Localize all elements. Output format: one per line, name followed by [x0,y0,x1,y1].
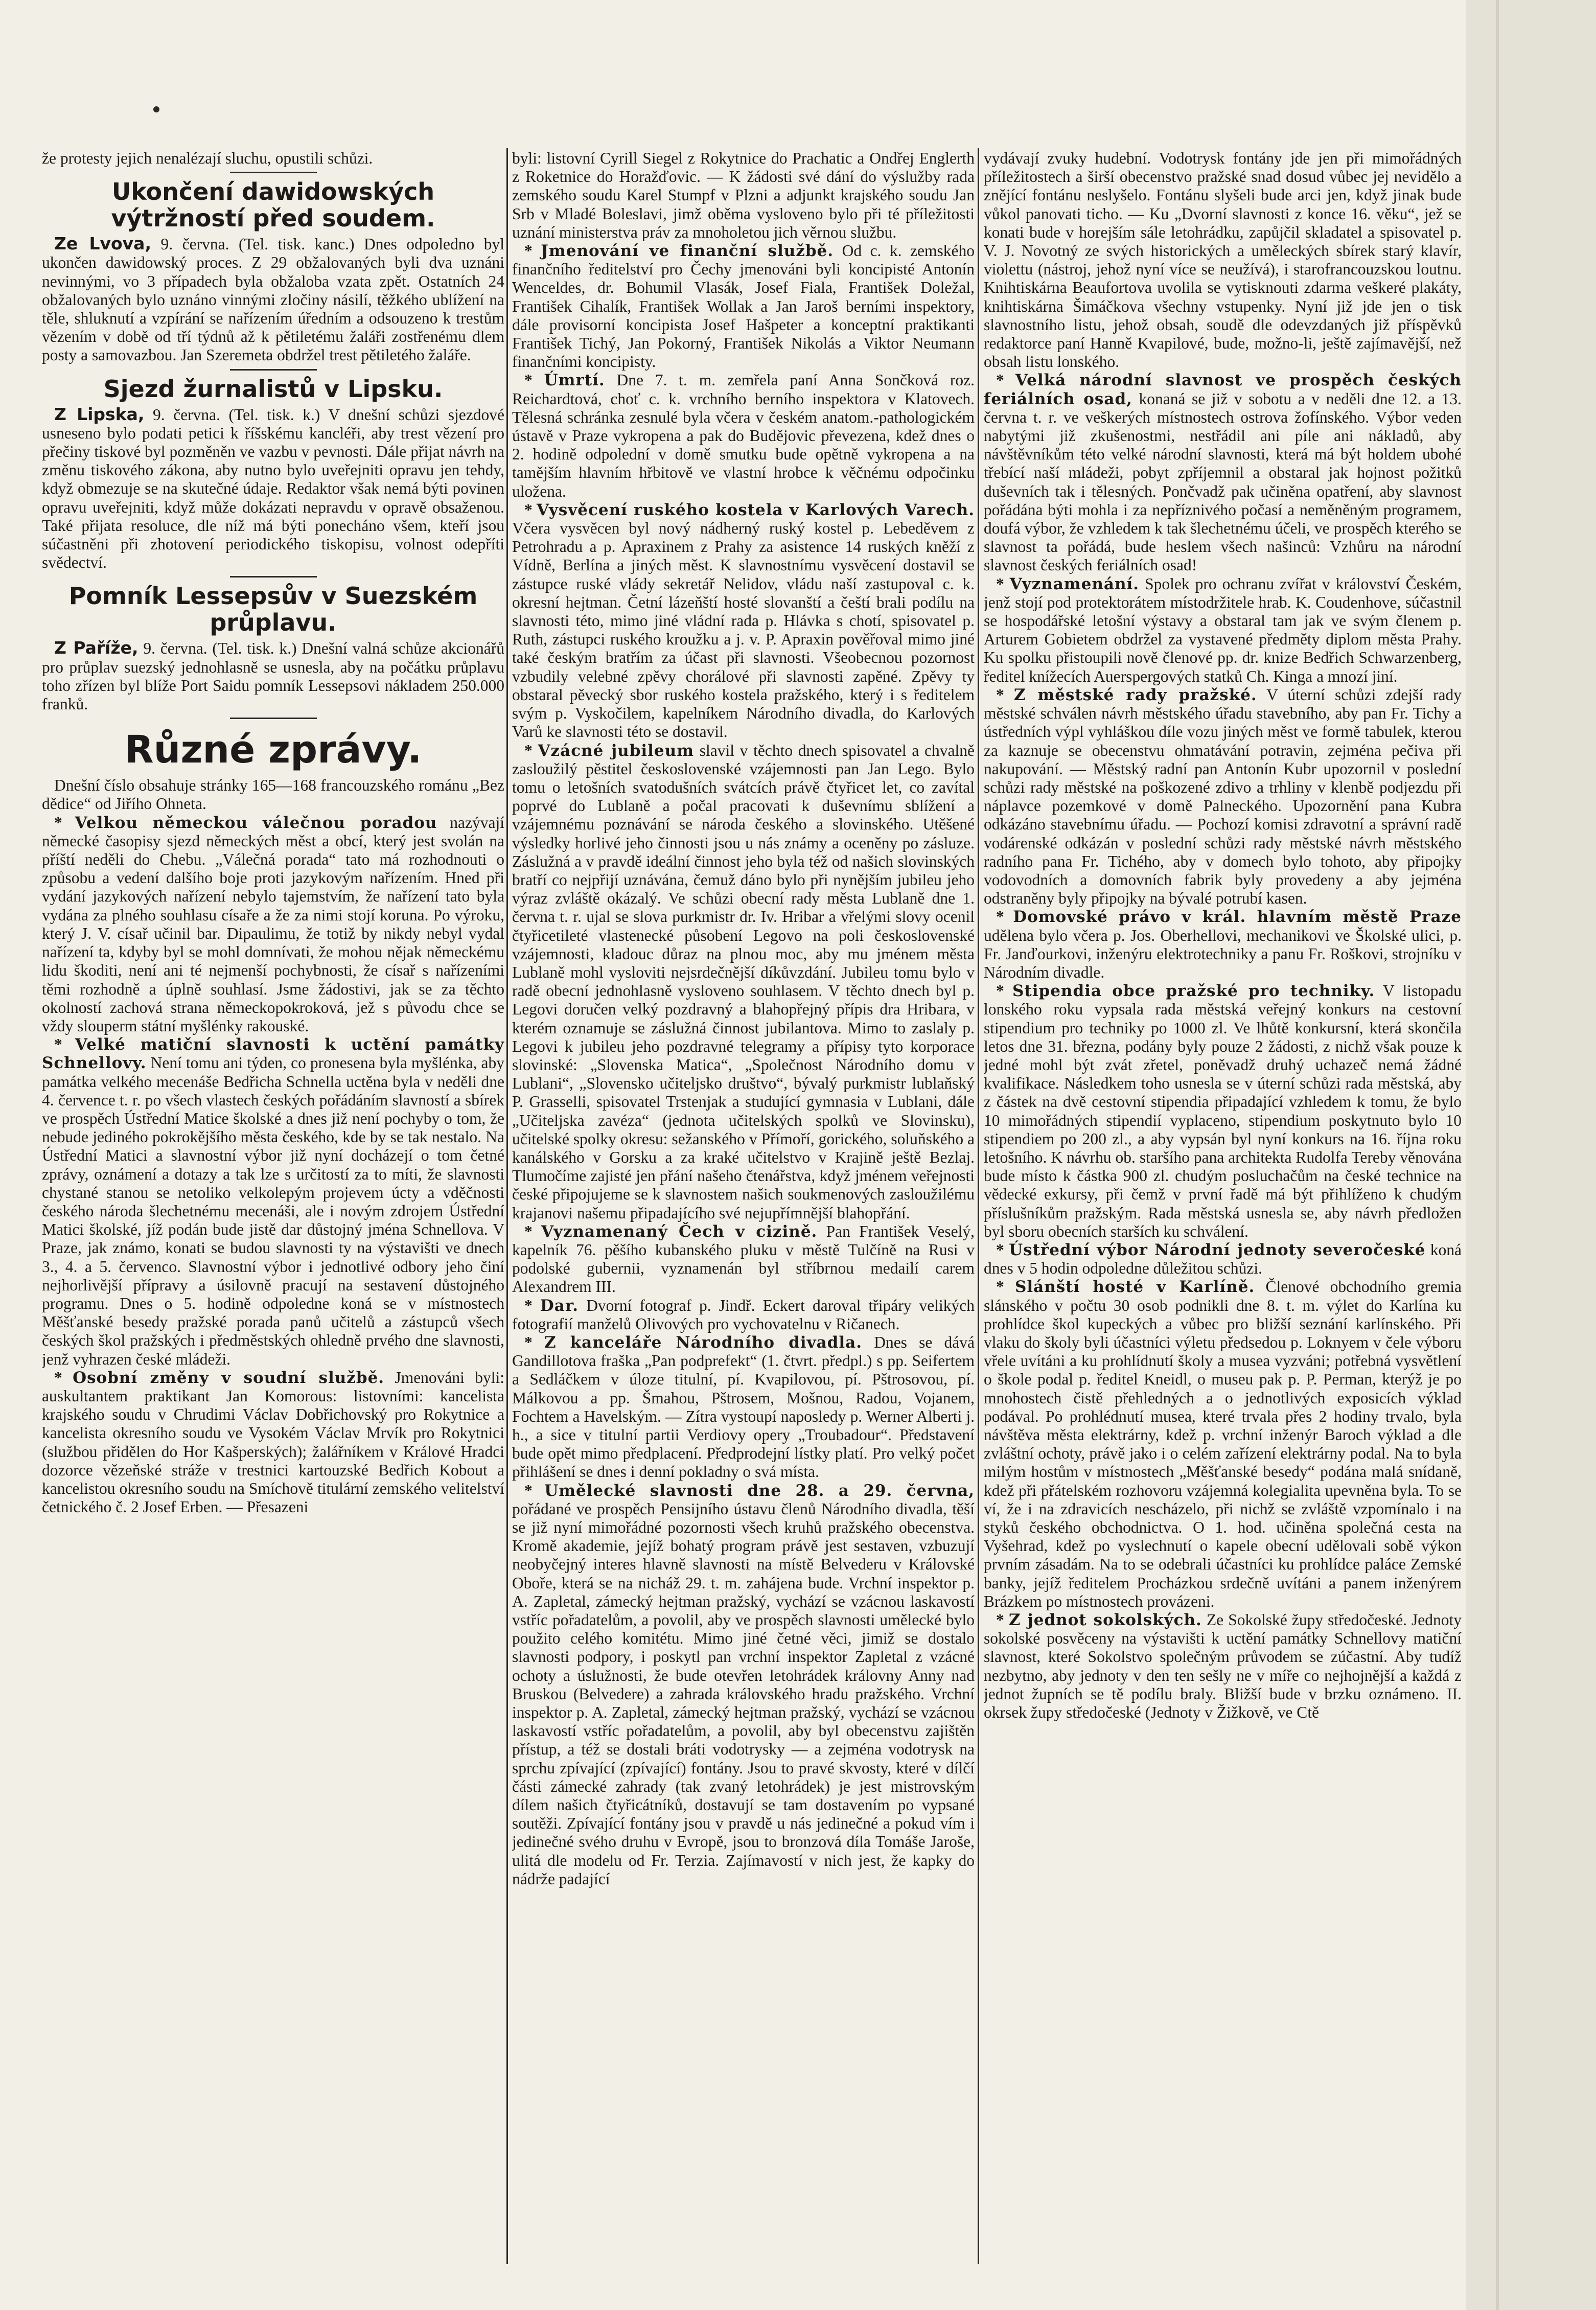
paragraph: že protesty jejich nenalézají sluchu, opustili schůzi. [42,149,373,167]
article-body: slavil v těchto dnech spisovatel a chvalně zasloužilý pěstitel československé vzájemnosti pan Jan Lego. Bylo tomu o letošních svatodušních svátcích právě čtyřicet let, co zavítal poprvé do Lublaně a počal pracovati k duševnímu sblížení a vzájemnému poznávání se národa českého a slovinského. Utěšené výsledky horlivé jeho činnosti jsou u nás známy a oceněny po zásluze. Záslužná a v pravdě ideální činnost jeho byla též od našich slovinských bratří co nejpřijí uznávána, čemuž dáno bylo při nynějším jubileu jeho výraz zvláště okázalý. Ve schůzi obecní rady města Lublaně dne 1. června t. r. ujal se slova purkmistr dr. Iv. Hribar a vřelými slovy ocenil čtyřicetileté vlastenecké působení Legovo na poli československé vzájemnosti, kladouc důraz na plnou moc, aby mu jménem města Lublaně mohl vysloviti nejsrdečnější díkůvzdání. Jubileu tomu bylo v radě obecní jednohlasně vysloveno souhlasem. V těchto dnech byl p. Legovi doručen velký pozdravný a blahopřejný přípis dra Hribara, v kterém oznamuje se záslužná činnost jubilantova. Mimo to zaslaly p. Legovi k jubileu jeho pozdravné telegramy a přípisy tyto korporace slovinské: „Slovenska Matica“, „Společnost Národního domu v Lublani“, „Slovensko učiteljsko društvo“, bývalý purkmistr lublaňský P. Grasselli, spisovatel Trstenjak a studující gymnasia v Lublani, dále „Učiteljska zavéza“ (jednota učitelských spolků ve Slovinsku), učitelské spolky okresu: sežanského v Přímoří, gorického, soluňského a kanálského v Gorsku a za kraké učitelstvo v Krajině ještě Bezlaj. Tlumočíme zajisté jen přání našeho čtenářstva, když jménem veřejnosti české připojujeme se k slavnostem našich soukmenových zasloužilému krajanovi našemu připadajícího své nejupřímnější blahopřání. [512,741,975,1222]
article-paragraph: * Umělecké slavnosti dne 28. a 29. června, pořádané ve prospěch Pensijního ústavu členů Národního divadla, těší se již nyní mimořádné pozornosti všech kruhů pražského obecenstva. Kromě akademie, jejíž bohatý program právě jest sestaven, vzbuzují neobyčejný interes hlavně slavnosti na místě Belvederu v Královské Oboře, která se na nicháž 29. t. m. zahájena bude. Vrchní inspektor p. A. Zapletal, zámecký hejtman pražský, vychází se vzácnou laskavostí vstříc pořadatelům, a povolil, aby ve prospěch slavnosti umělecké bylo použito celého komitétu. Mimo jiné četné věci, jimiž se dostalo slavnosti podpory, i poskytl pan vrchní inspektor Zapletal z vzácné ochoty a úslužnosti, že bude otevřen letohrádek královny Anny nad Bruskou (Belvedere) a zahrada královského hradu pražského. Vrchní inspektor p. A. Zapletal, zámecký hejtman pražský, vychází se vzácnou laskavostí vstříc pořadatelům, a povolil, aby byl obecenstvu zajištěn přístup, a též se dostali bráti vodotrysky — a zejména vodotrysk na sprchu zpívající (zpívající) fontány. Jsou to pravé skvosty, které v dílčí části zámecké zahrady (tak zvaný letohrádek) je jest mistrovským dílem našich čtyřicátníků, dostavují se tam dostavením po vypsané soutěži. Zpívající fontány jsou v pravdě u nás jedinečné a pokud vím i jedinečné svého druhu v Evropě, jsou to bronzová díla Tomáše Jaroše, ulitá dle modelu od Fr. Terzia. Zajímavostí v nich jest, že kapky do nádrže padající [512,1481,975,1888]
dateline: Z Paříže, [54,638,138,658]
article-body: Jmenováni byli: auskultantem praktikant Jan Komorous: listovními: kancelista krajského soudu v Chrudimi Václav Dobřichovský pro Rokytnice a kancelista okresního soudu ve Vysokém Václav Mrvík pro Rokytnici (službou přidělen do Hor Kašperských); žalářníkem v Králové Hradci dozorce vězeňské stráže v trestnici kartouzské Bedřich Kobout a kancelistou okresního soudu na Smíchově titulární zemského velitelství četnického č. 2 Josef Erben. — Přesazeni [42,1368,504,1516]
divider [230,576,317,578]
article-body: Dnes se dává Gandillotova fraška „Pan podprefekt“ (1. čtvrt. předpl.) s pp. Seifertem a Sedláčkem v úloze titulní, pí. Kvapilovou, pí. Pštrosovou, pí. Málkovou a pp. Šmahou, Pštrosem, Mošnou, Radou, Vojanem, Fochtem a Havelským. — Zítra vystoupí naposledy p. Werner Alberti j. h., a sice v titulní partii Verdiovy opery „Troubadour“. Představení bude opět mimo předplacení. Předprodejní lístky platí. Pro velký počet přihlášení se dnes i denní pokladny o svá místa. [512,1333,975,1481]
article-paragraph: * Velké matiční slavnosti k uctění památky Schnellovy. Není tomu ani týden, co pronesena byla myšlénka, aby památka velkého mecenáše Bedřicha Schnella uctěna byla v neděli dne 4. července t. r. po všech vlastech českých pořádáním slavností a sbírek ve prospěch Ústřední Matice školské a dnes již není pochyby o tom, že nebude jediného pokrokějšího města českého, kde by se tak nestalo. Na Ústřední Matici a slavnostní výbor již nyní docházejí o tom četné zprávy, oznámení a dotazy a tak lze s určitostí za to míti, že slavnosti chystané stanou se netoliko velkolepým projevem úcty a vděčnosti českého národa šlechetnému mecenáši, ale i novým zdrojem Ústřední Matici školské, jíž podán bude jistě dar důstojný jména Schnellova. V Praze, jak známo, konati se budou slavnosti ty na výstavišti ve dnech 3., 4. a 5. červenco. Slavnostní výbor i jednotlivé odbory jeho činí nejhorlivější přípravy a úsilovně pracují na sestavení důstojného programu. Dnes o 5. hodině odpoledne koná se v místnostech Měšťanské besedy pražské porada panů učitelů a zástupců všech českých škol pražských i předměstských ohledně prvého dne slavnosti, jenž vyhrazen české mládeži. [42,1035,504,1368]
article-body: V listopadu lonského roku vypsala rada městská veřejný konkurs na cestovní stipendium pro techniky po 1000 zl. Ve lhůtě konkursní, která skončila letos dne 31. března, podány byly pouze 2 žádosti, z nichž však pouze k jedné mohl být zvát zřetel, poněvadž druhý uchazeč nemá žádné kvalifikace. Následkem toho usnesla se v úterní schůzi rada městská, aby z částek na dvě cestovní stipendia připadající vzhledem k tomu, že bylo 10 mimořádných stipendií vyplaceno, stipendium poskytnuto bylo 10 stipendiem po 200 zl., a aby vypsán byl nyní konkurs na 16. října roku letošního. K návrhu ob. staršího pana architekta Rudolfa Tereby věnována bude místo k částka 900 zl. chudým posluchačům na české technice na vědecké exkursy, při čemž v první řadě má být přihlíženo k chudým příslušníkům pražským. Rada městská usnesla se, aby návrh předložen byl sboru obecních starších ku schválení. [984,982,1462,1240]
section-title: Různé zprávy. [124,728,422,772]
article-paragraph: * Z městské rady pražské. V úterní schůzi zdejší rady městské schválen návrh městského úřadu stavebního, aby pan Fr. Tichy a ústředních výpl vyhláškou díle vozu jiných měst ve formě tabulek, kterou za kaznuje se obecenstvu ohmatávání potravin, zejména pečiva při nakupování. — Městský radní pan Antonín Kubr upozornil v poslední schůzi rady městské na poškozené zdivo a trhliny v klenbě podjezdu při náplavce pozemkové v domě Palneckého. Upozornění pana Kubra odkázáno stavebnímu úřadu. — Pochozí komisi zdravotní a správní radě vodárenské odkázán v poslední schůzi rady městské návrh městského radního pana Fr. Tichého, aby v domech bylo tohoto, aby připojky vodovodních a domovních fabrik byly provedeny a aby jejména odstraněny byly připojky na bývalé potrubí kasen. [984,685,1462,908]
article-paragraph: * Osobní změny v soudní službě. Jmenováni byli: auskultantem praktikant Jan Komorous: listovními: kancelista krajského soudu v Chrudimi Václav Dobřichovský pro Rokytnice a kancelista okresního soudu ve Vysokém Václav Mrvík pro Rokytnici (službou přidělen do Hor Kašperských); žalářníkem v Králové Hradci dozorce vězeňské stráže v trestnici kartouzské Bedřich Kobout a kancelistou okresního soudu na Smíchově titulární zemského velitelství četnického č. 2 Josef Erben. — Přesazeni [42,1368,504,1516]
item-kicker: Domovské právo v král. hlavním městě Praze [1013,908,1462,927]
column-rule [506,148,508,2264]
divider [230,369,317,371]
dateline: Z Lipska, [54,404,145,424]
article-body: konaná se již v sobotu a v neděli dne 12. a 13. června t. r. ve veškerých místnostech ostrova žofínského. Výbor veden nabytými již zkušenostmi, nestřádil ani píle ani nákladů, aby návštěvníkům této velké národní slavnosti, která má být holdem ubohé třebící naší mládeži, pobyt zpříjemnil a obstaral jak hojnost požitků duševních tak i tělesných. Pončvadž pak učiněna opatření, aby slavnost pořádána býti mohla i za nepříznivého počasí a neměněným programem, doufá výbor, že vzhledem k tak šlechetnému účeli, ve prospěch kterého se slavnost ta pořádá, bude heslem všech našinců: Vzhůru na národní slavnost českých feriálních osad! [984,389,1462,574]
article-paragraph [42,405,504,572]
article-body: 9. června. (Tel. tisk. k.) V dnešní schůzi sjezdové usneseno bylo podati petici k říšskému kancléři, aby trest vězení pro přečiny tiskové byl pozměněn ve vazbu v pevnosti. Dále přijat návrh na změnu tiskového zákona, aby nutno bylo uveřejniti opravu jen tehdy, když obmezuje se na skutečné údaje. Redaktor však nemá býti povinen opravu uveřejniti, když může dokázati nepravdu v opravě obsaženou. Také přijata resoluce, dle níž má býti ponecháno všem, kteří jsou súčastněni při zhotovení periodického tiskopisu, volnost odepříti svědectví. [42,405,504,572]
article-body: Spolek pro ochranu zvířat v království Českém, jenž stojí pod protektorátem místodržitele hrab. K. Coudenhove, súčastnil se hospodářské letošní výstavy a obstaral tam jak ve svým členem p. Arturem Gobietem obdržel za vystavené předměty diplom města Prahy. Ku spolku přistoupili nově členové pp. dr. knize Bedřich Schwarzenberg, ředitel knížecích Auerspergových statků Ch. Kinga a mnozí jiní. [984,574,1462,685]
item-kicker: Dar. [540,1296,579,1315]
page-margin-shadow [1496,0,1499,2310]
item-kicker: Z městské rady pražské. [1013,685,1257,704]
article-paragraph: * Vzácné jubileum slavil v těchto dnech spisovatel a chvalně zasloužilý pěstitel československé vzájemnosti pan Jan Lego. Bylo tomu o letošních svatodušních svátcích právě čtyřicet let, co zavítal poprvé do Lublaně a počal pracovati k duševnímu sblížení a vzájemnému poznávání se národa českého a slovinského. Utěšené výsledky horlivé jeho činnosti jsou u nás známy a oceněny po zásluze. Záslužná a v pravdě ideální činnost jeho byla též od našich slovinských bratří co nejpřijí uznávána, čemuž dáno bylo při nynějším jubileu jeho výraz zvláště okázalý. Ve schůzi obecní rady města Lublaně dne 1. června t. r. ujal se slova purkmistr dr. Iv. Hribar a vřelými slovy ocenil čtyřicetileté vlastenecké působení Legovo na poli československé vzájemnosti, kladouc důraz na plnou moc, aby mu jménem města Lublaně mohl vysloviti nejsrdečnější díkůvzdání. Jubileu tomu bylo v radě obecní jednohlasně vysloveno souhlasem. V těchto dnech byl p. Legovi doručen velký pozdravný a blahopřejný přípis dra Hribara, v kterém oznamuje se záslužná činnost jubilantova. Mimo to zaslaly p. Legovi k jubileu jeho pozdravné telegramy a přípisy tyto korporace slovinské: „Slovenska Matica“, „Společnost Národního domu v Lublani“, „Slovensko učiteljsko društvo“, bývalý purkmistr lublaňský P. Grasselli, spisovatel Trstenjak a studující gymnasia v Lublani, dále „Učiteljska zavéza“ (jednota učitelských spolků ve Slovinsku), učitelské spolky okresu: sežanského v Přímoří, gorického, soluňského a kanálského v Gorsku a za kraké učitelstvo v Krajině ještě Bezlaj. Tlumočíme zajisté jen přání našeho čtenářstva, když jménem veřejnosti české připojujeme se k slavnostem našich soukmenových zasloužilému krajanovi našemu připadajícího své nejupřímnější blahopřání. [512,741,975,1222]
article-paragraph: * Z kanceláře Národního divadla. Dnes se dává Gandillotova fraška „Pan podprefekt“ (1. čtvrt. předpl.) s pp. Seifertem a Sedláčkem v úloze titulní, pí. Kvapilovou, pí. Pštrosovou, pí. Málkovou a pp. Šmahou, Pštrosem, Mošnou, Radou, Vojanem, Fochtem a Havelským. — Zítra vystoupí naposledy p. Werner Alberti j. h., a sice v titulní partii Verdiovy opery „Troubadour“. Představení bude opět mimo předplacení. Předprodejní lístky platí. Pro velký počet přihlášení se dnes i denní pokladny o svá místa. [512,1333,975,1481]
article-paragraph: * Úmrtí. Dne 7. t. m. zemřela paní Anna Sončková roz. Reichardtová, choť c. k. vrchního berního inspektora v Klatovech. Tělesná schránka zesnulé byla včera v českém anatom.-pathologickém ústavě v Praze vykropena a pak do Budějovic převezena, kdež dnes o 2. hodině odpolední v domě smutku bude opětně vykropena a na tamějším hlavním hřbitově ve vlastní hrobce k věčnému odpočinku uložena. [512,371,975,500]
headline: Pomník Lessepsův v Suezském průplavu. [68,582,478,637]
page-margin [1466,0,1596,2310]
article-body: 9. června. (Tel. tisk. kanc.) Dnes odpoledno byl ukončen dawidowský proces. Z 29 obžalovaných byli dva uznáni nevinnými, vo 3 případech byla obžaloba vzata zpět. Ostatních 24 obžalovaných bylo uznáno vinnými zločiny násilí, těžkého ublížení na těle, shluknutí a vzpírání se nařízením úředním a odsouzeno k trestům vězením v době od tří týdnů až k pětiletému žaláři zostřenému dlem posty a samovazbou. Jan Szeremeta obdržel trest pětiletého žaláře. [42,235,504,364]
article-paragraph: Dnešní číslo obsahuje stránky 165—168 francouzského románu „Bez dědice“ od Jiřího Ohneta. [42,776,504,813]
column-3 [984,149,1462,2270]
headline: Ukončení dawidowských výtržností před soudem. [111,178,435,233]
article-body: udělena bylo včera p. Jos. Oberhellovi, mechanikovi ve Školské ulici, p. Fr. Janďourkovi, inženýru elektrotechniky a panu Fr. Roškovi, strojníku v Národním divadle. [984,926,1462,981]
article-body: nazývají německé časopisy sjezd německých měst a obcí, který jest svolán na příští neděli do Chebu. „Válečná porada“ tato má rozhodnouti o způsobu a vedení dalšího boje proti jazykovým nařízením. Hned při vydání jazykových nařízení nebylo tajemstvím, že nařízení tato byla vydána za plného souhlasu císaře a že za nimi stojí koruna. Po výroku, který J. V. císař učinil bar. Dipaulimu, že totiž by nikdy nebyl vydal nařízení ta, kdyby byl se mohl domnívati, že mohou nějak německému lidu škoditi, není ani té nejmenší pochybnosti, že císař s nařízeními těmi rozhodně a úplně souhlasí. Jsme žádostivi, jak se za těchto okolností zachová strana německopokroková, jež s původu chce se vždy slouperm státní myšlénky rakouské. [42,813,504,1035]
item-kicker: Z jednot sokolských. [1008,1611,1202,1630]
article-body: Dvorní fotograf p. Jindř. Eckert daroval třipáry velikých fotografií manželů Olivových pro vychovatelnu v Ričanech. [512,1296,975,1333]
article-paragraph: * Stipendia obce pražské pro techniky. V listopadu lonského roku vypsala rada městská veřejný konkurs na cestovní stipendium pro techniky po 1000 zl. Ve lhůtě konkursní, která skončila letos dne 31. března, podány byly pouze 2 žádosti, z nichž však pouze k jedné mohl být zvát zřetel, poněvadž druhý uchazeč nemá žádné kvalifikace. Následkem toho usnesla se v úterní schůzi rada městská, aby z částek na dvě cestovní stipendia připadající vzhledem k tomu, že bylo 10 mimořádných stipendií vyplaceno, stipendium poskytnuto bylo 10 stipendiem po 200 zl., a aby vypsán byl nyní konkurs na 16. října roku letošního. K návrhu ob. staršího pana architekta Rudolfa Tereby věnována bude místo k částka 900 zl. chudým posluchačům na české technice na vědecké exkursy, při čemž v první řadě má být přihlíženo k chudým příslušníkům pražským. Rada městská usnesla se, aby návrh předložen byl sboru obecních starších ku schválení. [984,982,1462,1240]
item-kicker: Úmrtí. [544,371,605,390]
article-body: Ze Sokolské župy středočeské. Jednoty sokolské posvěceny na výstavišti k uctění památky Schnellovy matiční slavnost, které Sokolstvo společným průvodem se zúčastní. Aby tudíž nezbytno, aby jednoty v den ten sešly ne v míře co nejhojnější a každá z jednot župních se tě podílu braly. Bližší bude v brzku oznámeno. II. okrsek župy středočeské (Jednoty v Žižkově, ve Ctě [984,1611,1462,1722]
item-kicker: Umělecké slavnosti dne 28. a 29. června, [544,1481,975,1500]
column-1 [42,149,504,2270]
item-kicker: Stipendia obce pražské pro techniky. [1012,982,1375,1001]
article-paragraph: * Ústřední výbor Národní jednoty severočeské koná dnes v 5 hodin odpoledne důležitou schůzi. [984,1240,1462,1278]
item-kicker: Slánští hosté v Karlíně. [1014,1278,1255,1297]
article-body: Od c. k. zemského finančního ředitelství pro Čechy jmenováni byli koncipisté Antonín Wenceldes, dr. Bohumil Vlasák, Josef Fiala, František Doležal, František Cihalík, František Wollak a Jan Jaroš berními inspektory, dále provisorní koncipista Josef Hašpeter a konceptní praktikanti František Tichý, Jan Pokorný, František Nikolás a Viktor Neumann finančními koncipisty. [512,242,975,371]
divider [230,172,317,173]
dateline: Ze Lvova, [54,234,151,254]
item-kicker: Osobní změny v soudní službě. [73,1368,385,1387]
article-body: koná dnes v 5 hodin odpoledne důležitou schůzi. [984,1240,1462,1278]
article-body: V úterní schůzi zdejší rady městské schválen návrh městského úřadu stavebního, aby pan Fr. Tichy a ústředních výpl vyhláškou díle vozu jiných měst ve formě tabulek, kterou za kaznuje se obecenstvu ohmatávání potravin, zejména pečiva při nakupování. — Městský radní pan Antonín Kubr upozornil v poslední schůzi rady městské na poškozené zdivo a trhliny v klenbě podjezdu při náplavce pozemkové v domě Palneckého. Upozornění pana Kubra odkázáno stavebnímu úřadu. — Pochozí komisi zdravotní a správní radě vodárenské odkázán v poslední schůzi rady městské návrh městského radního pana Fr. Tichého, aby v domech bylo tohoto, aby připojky vodovodních a domovních fabrik byly provedeny a aby jejména odstraněny byly připojky na bývalé potrubí kasen. [984,685,1462,908]
item-kicker: Z kanceláře Národního divadla. [544,1333,863,1352]
item-kicker: Velkou německou válečnou poradou [75,813,437,832]
ink-dot [153,106,159,112]
divider [230,718,317,719]
article-paragraph [42,639,504,713]
article-paragraph: * Vysvěcení ruského kostela v Karlových Varech. Včera vysvěcen byl nový nádherný ruský kostel p. Lebeděvem z Petrohradu a p. Apraxinem z Prahy za asistence 14 ruských kněží z Vídně, Berlína a jiných měst. K slavnostnímu vysvěcení dostavil se zástupce ruské vlády sekretář Nelidov, vládu naší zastupoval c. k. okresní hejtman. Četní lázeňští hosté slovanští a čeští brali podílu na slavnosti této, mimo jiné vládní rada p. Hlávka s chotí, spisovatel p. Ruth, zástupci ruského kroužku a j. v. P. Apraxin pověřoval mimo jiné také českým bratřím za účast při slavnosti. Všeobecnou pozornost vzbudily velebné zpěvy chorálové při slavnosti zapěné. Zpěvy ty obstaral pěvecký sbor ruského kostela pražského, který i s ředitelem svým p. Vyskočilem, kapelníkem Národního divadla, do Karlových Varů ke slavnosti této se dostavil. [512,500,975,741]
article-paragraph: vydávají zvuky hudební. Vodotrysk fontány jde jen při mimořádných příležitostech a širší obecenstvo pražské snad dosud vůbec jej nevidělo a znějící fontánu neslyšelo. Fontánu slyšeli bude arci jen, když jinak bude vůkol panovati ticho. — Ku „Dvorní slavnosti z konce 16. věku“, jež se konati bude v horejším sále letohrádku, zapůjčil skladatel a spisovatel p. V. J. Novotný ze svých historických a uměleckých sbírek starý klavír, violettu (nástroj, jehož nyní více se neužívá), i starofrancouzskou loutnu. Knihtiskárna Beaufortova uvolila se vytisknouti zdarma veškeré plakáty, knihtiskárna Šimáčkova všechny vstupenky. Nyní již jde jen o tisk slavnostního listu, jehož obsah, soudě dle odevzdaných již příspěvků redaktorce paní Hanně Kvapilové, bude, možno-li, ještě zajímavější, než obsah listu lonského. [984,149,1462,371]
article-body: Pan František Veselý, kapelník 76. pěšího kubanského pluku v městě Tulčíně na Rusi v podolské gubernii, vyznamenán byl stříbrnou medailí carem Alexandrem III. [512,1222,975,1296]
article-body: Včera vysvěcen byl nový nádherný ruský kostel p. Lebeděvem z Petrohradu a p. Apraxinem z Prahy za asistence 14 ruských kněží z Vídně, Berlína a jiných měst. K slavnostnímu vysvěcení dostavil se zástupce ruské vlády sekretář Nelidov, vládu naší zastupoval c. k. okresní hejtman. Četní lázeňští hosté slovanští a čeští brali podílu na slavnosti této, mimo jiné vládní rada p. Hlávka s chotí, spisovatel p. Ruth, zástupci ruského kroužku a j. v. P. Apraxin pověřoval mimo jiné také českým bratřím za účast při slavnosti. Všeobecnou pozornost vzbudily velebné zpěvy chorálové při slavnosti zapěné. Zpěvy ty obstaral pěvecký sbor ruského kostela pražského, který i s ředitelem svým p. Vyskočilem, kapelníkem Národního divadla, do Karlových Varů ke slavnosti této se dostavil. [512,519,975,741]
column-2 [512,149,975,2270]
article-body: Dne 7. t. m. zemřela paní Anna Sončková roz. Reichardtová, choť c. k. vrchního berního inspektora v Klatovech. Tělesná schránka zesnulé byla včera v českém anatom.-pathologickém ústavě v Praze vykropena a pak do Budějovic převezena, kdež dnes o 2. hodině odpolední v domě smutku bude opětně vykropena a na tamějším hlavním hřbitově ve vlastní hrobce k věčnému odpočinku uložena. [512,371,975,500]
article-paragraph [42,235,504,364]
item-kicker: Vzácné jubileum [538,741,694,760]
item-kicker: Vyznamenaný Čech v cizině. [541,1222,818,1241]
item-kicker: Vyznamenání. [1009,574,1140,593]
article-body: Členové obchodního gremia slánského v počtu 30 osob podnikli dne 8. t. m. výlet do Karlína ku prohlídce škol kupeckých a vůbec pro bližší seznání karlínského. Při vlaku do školy byli účastníci výletu předsedou p. Loknyem v čele výboru vřele uvítáni a ku prohlídnutí školy a musea vyzváni; potřebná vysvětlení o škole podal p. ředitel Kneidl, o museu pak p. P. Perman, kterýž je po mnohostech čistě přehledných a o jednotlivých exposicích výklad podával. Po prohlédnutí musea, které trvala přes 2 hodiny trvalo, byla návštěva města elektrárny, kdež p. vrchní inženýr Baroch výklad a dle zvláštní ochoty, právě jako i o celém zařízení elektrárny podal. Na to byla milým hostům v místnostech „Měšťanské besedy“ podána malá snídaně, kdež při přátelském rozhovoru vzájemná kolegialita upevněna byla. To se ví, že i na zdravicích nescházelo, při nichž se zvláště vzpomínalo i na styků českého obchodnictva. O 1. hod. učiněna společná cesta na Vyšehrad, kdež po vyslechnutí o kapele obecní udělovali sobě výkon prvním zásadám. Na to se odebrali účastníci ku prohlídce paláce Zemské banky, jejíž ředitelem Procházkou srdečně uvítáni a panem inženýrem Brázkem po místnostech provázeni. [984,1278,1462,1610]
article-body: Není tomu ani týden, co pronesena byla myšlénka, aby památka velkého mecenáše Bedřicha Schnella uctěna byla v neděli dne 4. července t. r. po všech vlastech českých pořádáním slavností a sbírek ve prospěch Ústřední Matice školské a dnes již není pochyby o tom, že nebude jediného pokrokějšího města českého, kde by se tak nestalo. Na Ústřední Matici a slavnostní výbor již nyní docházejí o tom četné zprávy, oznámení a dotazy a tak lze s určitostí za to míti, že slavnosti chystané stanou se netoliko velkolepým projevem úcty a vděčnosti českého národa šlechetnému mecenáši, ale i novým zdrojem Ústřední Matici školské, jíž podán bude jistě dar důstojný jména Schnellova. V Praze, jak známo, konati se budou slavnosti ty na výstavišti ve dnech 3., 4. a 5. červenco. Slavnostní výbor i jednotlivé odbory jeho činí nejhorlivější přípravy a úsilovně pracují na sestavení důstojného programu. Dnes o 5. hodině odpoledne koná se v místnostech Měšťanské besedy pražské porada panů učitelů a zástupců všech českých škol pražských i předměstských ohledně prvého dne slavnosti, jenž vyhrazen české mládeži. [42,1054,504,1368]
article-paragraph: * Jmenování ve finanční službě. Od c. k. zemského finančního ředitelství pro Čechy jmenováni byli koncipisté Antonín Wenceldes, dr. Bohumil Vlasák, Josef Fiala, František Doležal, František Cihalík, František Wollak a Jan Jaroš berními inspektory, dále provisorní koncipista Josef Hašpeter a konceptní praktikanti František Tichý, Jan Pokorný, František Nikolás a Viktor Neumann finančními koncipisty. [512,242,975,371]
article-paragraph: * Dar. Dvorní fotograf p. Jindř. Eckert daroval třipáry velikých fotografií manželů Olivových pro vychovatelnu v Ričanech. [512,1296,975,1333]
article-paragraph: * Velkou německou válečnou poradou nazývají německé časopisy sjezd německých měst a obcí, který jest svolán na příští neděli do Chebu. „Válečná porada“ tato má rozhodnouti o způsobu a vedení dalšího boje proti jazykovým nařízením. Hned při vydání jazykových nařízení nebylo tajemstvím, že nařízení tato byla vydána za plného souhlasu císaře a že za nimi stojí koruna. Po výroku, který J. V. císař učinil bar. Dipaulimu, že totiž by nikdy nebyl vydal nařízení ta, kdyby byl se mohl domnívati, že mohou nějak německému lidu škoditi, není ani té nejmenší pochybnosti, že císař s nařízeními těmi rozhodně a úplně souhlasí. Jsme žádostivi, jak se za těchto okolností zachová strana německopokroková, jež s původu chce se vždy slouperm státní myšlénky rakouské. [42,813,504,1035]
headline: Sjezd žurnalistů v Lipsku. [103,375,443,403]
column-rule [978,148,979,2264]
article-paragraph: * Slánští hosté v Karlíně. Členové obchodního gremia slánského v počtu 30 osob podnikli dne 8. t. m. výlet do Karlína ku prohlídce škol kupeckých a vůbec pro bližší seznání karlínského. Při vlaku do školy byli účastníci výletu předsedou p. Loknyem v čele výboru vřele uvítáni a ku prohlídnutí školy a musea vyzváni; potřebná vysvětlení o škole podal p. ředitel Kneidl, o museu pak p. P. Perman, kterýž je po mnohostech čistě přehledných a o jednotlivých exposicích výklad podával. Po prohlédnutí musea, které trvala přes 2 hodiny trvalo, byla návštěva města elektrárny, kdež p. vrchní inženýr Baroch výklad a dle zvláštní ochoty, právě jako i o celém zařízení elektrárny podal. Na to byla milým hostům v místnostech „Měšťanské besedy“ podána malá snídaně, kdež při přátelském rozhovoru vzájemná kolegialita upevněna byla. To se ví, že i na zdravicích nescházelo, při nichž se zvláště vzpomínalo i na styků českého obchodnictva. O 1. hod. učiněna společná cesta na Vyšehrad, kdež po vyslechnutí o kapele obecní udělovali sobě výkon prvním zásadám. Na to se odebrali účastníci ku prohlídce paláce Zemské banky, jejíž ředitelem Procházkou srdečně uvítáni a panem inženýrem Brázkem po místnostech provázeni. [984,1278,1462,1610]
article-paragraph: * Vyznamenaný Čech v cizině. Pan František Veselý, kapelník 76. pěšího kubanského pluku v městě Tulčíně na Rusi v podolské gubernii, vyznamenán byl stříbrnou medailí carem Alexandrem III. [512,1222,975,1296]
item-kicker: Ústřední výbor Národní jednoty severočeské [1009,1240,1426,1259]
article-paragraph: * Domovské právo v král. hlavním městě Praze udělena bylo včera p. Jos. Oberhellovi, mechanikovi ve Školské ulici, p. Fr. Janďourkovi, inženýru elektrotechniky a panu Fr. Roškovi, strojníku v Národním divadle. [984,908,1462,981]
item-kicker: Velké matiční slavnosti k uctění památky Schnellovy. [42,1035,504,1073]
item-kicker: Jmenování ve finanční službě. [541,242,834,261]
item-kicker: Velká národní slavnost ve prospěch českých feriálních osad, [984,371,1462,408]
article-paragraph: * Z jednot sokolských. Ze Sokolské župy středočeské. Jednoty sokolské posvěceny na výstavišti k uctění památky Schnellovy matiční slavnost, které Sokolstvo společným průvodem se zúčastní. Aby tudíž nezbytno, aby jednoty v den ten sešly ne v míře co nejhojnější a každá z jednot župních se tě podílu braly. Bližší bude v brzku oznámeno. II. okrsek župy středočeské (Jednoty v Žižkově, ve Ctě [984,1611,1462,1722]
article-paragraph: byli: listovní Cyrill Siegel z Rokytnice do Prachatic a Ondřej Englerth z Roketnice do Horažďovic. — K žádosti své dání do výslužby rada zemského soudu Karel Stumpf v Plzni a adjunkt krajského soudu Jan Srb v Mladé Boleslavi, jimž oběma vysloveno bylo při té příležitosti uznání ministerstva práv za mnoholetou jich věrnou službu. [512,149,975,241]
article-paragraph: * Vyznamenání. Spolek pro ochranu zvířat v království Českém, jenž stojí pod protektorátem místodržitele hrab. K. Coudenhove, súčastnil se hospodářské letošní výstavy a obstaral tam jak ve svým členem p. Arturem Gobietem obdržel za vystavené předměty diplom města Prahy. Ku spolku přistoupili nově členové pp. dr. knize Bedřich Schwarzenberg, ředitel knížecích Auerspergových statků Ch. Kinga a mnozí jiní. [984,574,1462,685]
article-body: pořádané ve prospěch Pensijního ústavu členů Národního divadla, těší se již nyní mimořádné pozornosti všech kruhů pražského obecenstva. Kromě akademie, jejíž bohatý program právě jest sestaven, vzbuzují neobyčejný interes hlavně slavnosti na místě Belvederu v Královské Oboře, která se na nicháž 29. t. m. zahájena bude. Vrchní inspektor p. A. Zapletal, zámecký hejtman pražský, vychází se vzácnou laskavostí vstříc pořadatelům, a povolil, aby ve prospěch slavnosti umělecké bylo použito celého komitétu. Mimo jiné četné věci, jimiž se dostalo slavnosti podpory, i poskytl pan vrchní inspektor Zapletal z vzácné ochoty a úslužnosti, že bude otevřen letohrádek královny Anny nad Bruskou (Belvedere) a zahrada královského hradu pražského. Vrchní inspektor p. A. Zapletal, zámecký hejtman pražský, vychází se vzácnou laskavostí vstříc pořadatelům, a povolil, aby byl obecenstvu zajištěn přístup, a též se dostali bráti vodotrysky — a zejména vodotrysk na sprchu zpívající (zpívající) fontány. Jsou to pravé skvosty, které v dílčí části zámecké zahrady (tak zvaný letohrádek) je jest mistrovským dílem našich čtyřicátníků, dostavují se tam dostavením po vypsané soutěži. Zpívající fontány jsou v pravdě u nás jedinečné a pokud vím i jedinečné svého druhu v Evropě, jsou to bronzová díla Tomáše Jaroše, ulitá dle modelu od Fr. Terzia. Zajímavostí v nich jest, že kapky do nádrže padající [512,1499,975,1888]
article-body: 9. června. (Tel. tisk. k.) Dnešní valná schůze akcionářů pro průplav suezský jednohlasně se usnesla, aby na počátku průplavu toho zřízen byl blíže Port Saidu pomník Lessepsovi nákladem 250.000 franků. [42,639,504,713]
item-kicker: Vysvěcení ruského kostela v Karlových Varech. [537,500,975,519]
article-paragraph: * Velká národní slavnost ve prospěch českých feriálních osad, konaná se již v sobotu a v neděli dne 12. a 13. června t. r. ve veškerých místnostech ostrova žofínského. Výbor veden nabytými již zkušenostmi, nestřádil ani píle ani nákladů, aby návštěvníkům této velké národní slavnosti, která má být holdem ubohé třebící naší mládeži, pobyt zpříjemnil a obstaral jak hojnost požitků duševních tak i tělesných. Pončvadž pak učiněna opatření, aby slavnost pořádána býti mohla i za nepříznivého počasí a neměněným programem, doufá výbor, že vzhledem k tak šlechetnému účeli, ve prospěch kterého se slavnost ta pořádá, bude heslem všech našinců: Vzhůru na národní slavnost českých feriálních osad! [984,371,1462,574]
